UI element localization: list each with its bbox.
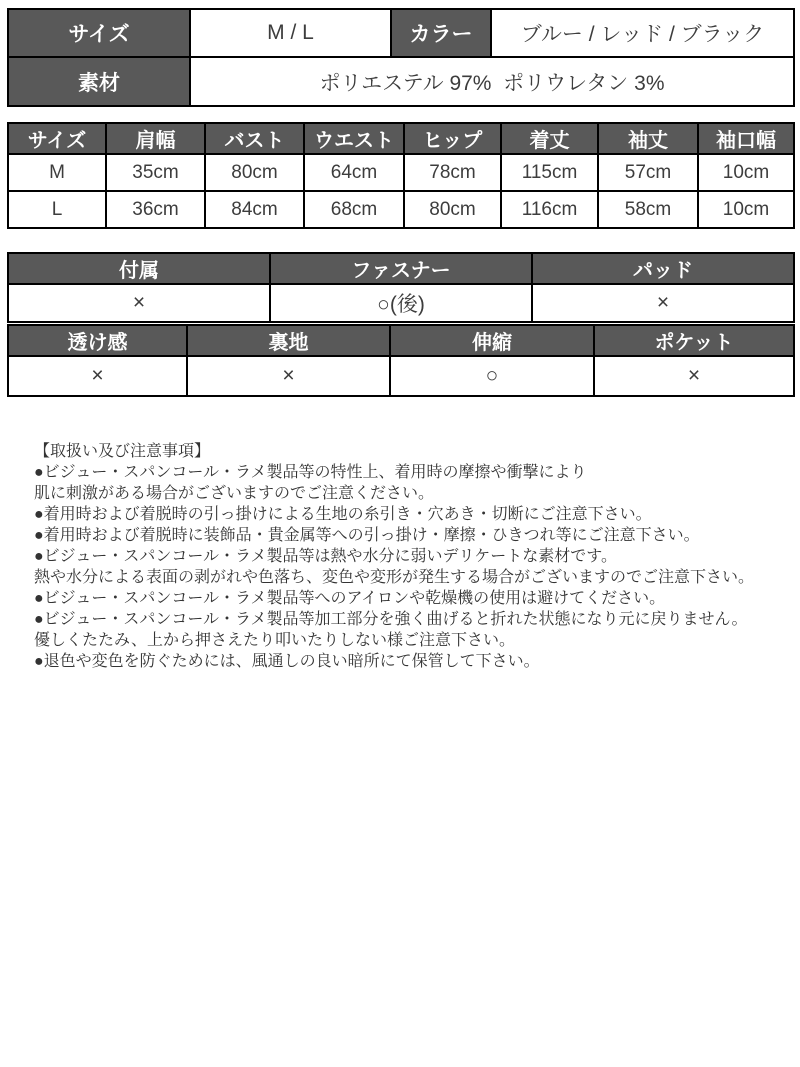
cell-l-shoulder: 36cm (106, 191, 205, 228)
col-header-shoulder: 肩幅 (106, 123, 205, 154)
care-note-line: 優しくたたみ、上から押さえたり叩いたりしない様ご注意下さい。 (34, 632, 515, 649)
cell-m-waist: 64cm (304, 154, 404, 191)
header-pocket: ポケット (594, 325, 794, 356)
cell-m-sleeve: 57cm (598, 154, 698, 191)
care-note-line: ●退色や変色を防ぐためには、風通しの良い暗所にて保管して下さい。 (34, 653, 540, 670)
care-note-line: ●ビジュー・スパンコール・ラメ製品等へのアイロンや乾燥機の使用は避けてください。 (34, 590, 666, 607)
material-value: ポリエステル 97% ポリウレタン 3% (190, 57, 794, 106)
feature-b-value-row (8, 356, 794, 396)
header-zipper: ファスナー (270, 253, 532, 284)
care-note-line: ●ビジュー・スパンコール・ラメ製品等加工部分を強く曲げると折れた状態になり元に戻りません。 (34, 611, 748, 628)
cell-m-length: 115cm (501, 154, 598, 191)
col-header-sleeve: 袖丈 (598, 123, 698, 154)
feature-b-header-row (8, 325, 794, 356)
feature-a-value-row (8, 284, 794, 322)
header-pad: パッド (532, 253, 794, 284)
value-zipper: ○(後) (270, 284, 532, 322)
size-value: M / L (190, 9, 391, 57)
cell-m-cuff: 10cm (698, 154, 794, 191)
col-header-hip: ヒップ (404, 123, 501, 154)
header-accessory: 付属 (8, 253, 270, 284)
header-stretch: 伸縮 (390, 325, 594, 356)
value-sheer: × (8, 356, 187, 396)
cell-l-hip: 80cm (404, 191, 501, 228)
value-stretch: ○ (390, 356, 594, 396)
measurement-table (7, 122, 795, 229)
care-note-line: ●着用時および着脱時の引っ掛けによる生地の糸引き・穴あき・切断にご注意下さい。 (34, 506, 652, 523)
material-label: 素材 (8, 57, 190, 106)
cell-l-waist: 68cm (304, 191, 404, 228)
header-lining: 裏地 (187, 325, 390, 356)
value-pocket: × (594, 356, 794, 396)
cell-l-bust: 84cm (205, 191, 304, 228)
size-label: サイズ (8, 9, 190, 57)
value-lining: × (187, 356, 390, 396)
color-label: カラー (391, 9, 491, 57)
cell-l-length: 116cm (501, 191, 598, 228)
care-notes-title: 【取扱い及び注意事項】 (34, 443, 211, 460)
measurement-header-row (8, 123, 794, 154)
measurement-row-m (8, 154, 794, 191)
info-table (7, 8, 795, 107)
header-sheer: 透け感 (8, 325, 187, 356)
col-header-cuff: 袖口幅 (698, 123, 794, 154)
value-pad: × (532, 284, 794, 322)
col-header-waist: ウエスト (304, 123, 404, 154)
care-note-line: ●ビジュー・スパンコール・ラメ製品等は熱や水分に弱いデリケートな素材です。 (34, 548, 617, 565)
info-row-material (8, 57, 794, 106)
info-row-size-color (8, 9, 794, 57)
feature-table-a (7, 252, 795, 323)
cell-l-size: L (8, 191, 106, 228)
feature-table-b (7, 324, 795, 397)
color-value: ブルー / レッド / ブラック (491, 9, 794, 57)
cell-m-hip: 78cm (404, 154, 501, 191)
col-header-length: 着丈 (501, 123, 598, 154)
cell-m-bust: 80cm (205, 154, 304, 191)
cell-m-size: M (8, 154, 106, 191)
care-note-line: 熱や水分による表面の剥がれや色落ち、変色や変形が発生する場合がございますのでご注意下さい。 (34, 569, 755, 586)
measurement-row-l (8, 191, 794, 228)
feature-a-header-row (8, 253, 794, 284)
care-notes (34, 441, 754, 672)
care-note-line: ●着用時および着脱時に装飾品・貴金属等への引っ掛け・摩擦・ひきつれ等にご注意下さい。 (34, 527, 700, 544)
col-header-bust: バスト (205, 123, 304, 154)
col-header-size: サイズ (8, 123, 106, 154)
care-note-line: 肌に刺激がある場合がございますのでご注意ください。 (34, 485, 435, 502)
care-note-line: ●ビジュー・スパンコール・ラメ製品等の特性上、着用時の摩擦や衝撃により (34, 464, 587, 481)
cell-l-cuff: 10cm (698, 191, 794, 228)
cell-l-sleeve: 58cm (598, 191, 698, 228)
cell-m-shoulder: 35cm (106, 154, 205, 191)
value-accessory: × (8, 284, 270, 322)
